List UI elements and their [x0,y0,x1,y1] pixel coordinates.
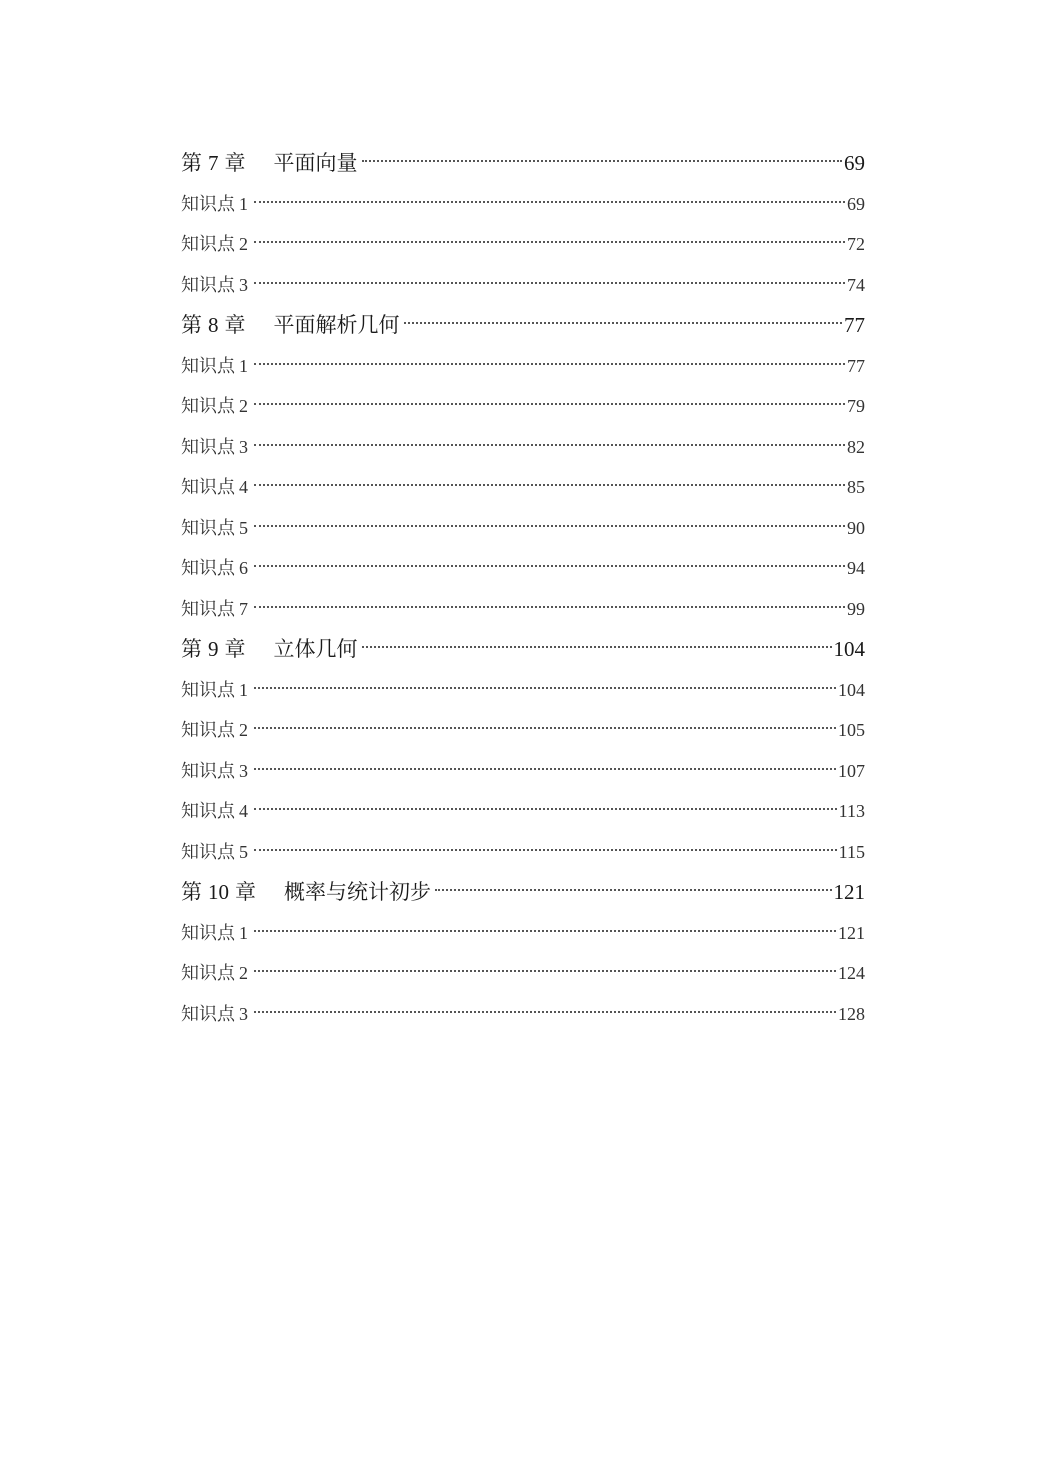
toc-section-row[interactable] [181,184,865,225]
section-heading [181,346,248,387]
toc-chapter-row[interactable] [181,143,865,184]
section-heading [181,265,248,306]
page-number: 128 [838,1003,865,1024]
section-label: 知识点 [181,274,235,296]
toc-section-row[interactable] [181,589,865,630]
section-number: 3 [239,760,248,781]
section-number: 3 [239,436,248,457]
page-number: 124 [838,963,865,983]
dot-leader [254,930,836,932]
toc-section-row[interactable] [181,346,865,387]
section-heading [181,224,248,265]
page-number: 121 [833,880,865,904]
chapter-title: 概率与统计初步 [284,880,431,904]
section-label: 知识点 [181,679,235,701]
toc-section-row[interactable] [181,508,865,549]
page-number: 121 [838,922,865,943]
chapter-number: 10 [208,880,229,904]
section-heading [181,751,248,792]
toc-section-row[interactable] [181,791,865,832]
section-label: 知识点 [181,760,235,782]
dot-leader [254,565,845,567]
dot-leader [254,403,845,405]
section-number: 1 [239,355,248,376]
chapter-title: 平面解析几何 [273,313,400,337]
section-number: 1 [239,193,248,214]
section-label: 知识点 [181,801,235,822]
section-label: 知识点 [181,558,235,579]
chapter-heading [181,143,358,184]
section-heading [181,710,248,751]
chapter-number: 7 [208,151,219,175]
section-heading [181,670,248,711]
dot-leader [362,646,832,648]
dot-leader [254,282,845,284]
section-number: 1 [239,679,248,700]
chapter-suffix: 章 [224,637,246,661]
toc-section-row[interactable] [181,548,865,589]
section-label: 知识点 [181,477,235,498]
section-label: 知识点 [181,598,235,620]
toc-section-row[interactable] [181,751,865,792]
section-label: 知识点 [181,193,235,215]
toc-section-row[interactable] [181,710,865,751]
section-number: 2 [239,396,248,416]
dot-leader [254,201,845,203]
page-number: 69 [847,193,865,214]
dot-leader [254,525,845,527]
toc-chapter-row[interactable] [181,872,865,913]
chapter-suffix: 章 [235,880,256,904]
toc-section-row[interactable] [181,386,865,427]
dot-leader [254,687,836,689]
section-number: 3 [239,1003,248,1024]
dot-leader [254,363,845,365]
page-number: 77 [847,355,865,376]
chapter-heading [181,629,358,670]
section-heading [181,832,248,873]
section-heading [181,994,248,1035]
section-number: 4 [239,477,248,497]
toc-section-row[interactable] [181,994,865,1035]
section-number: 6 [239,558,248,578]
section-label: 知识点 [181,355,235,377]
section-label: 知识点 [181,720,235,741]
dot-leader [435,889,832,891]
section-heading [181,953,248,994]
page-number: 77 [844,313,865,337]
page-number: 90 [847,517,865,538]
section-heading [181,467,248,508]
page-number: 104 [838,679,865,700]
page-number: 85 [847,477,865,497]
chapter-prefix: 第 [181,313,202,337]
toc-section-row[interactable] [181,832,865,873]
section-label: 知识点 [181,436,235,458]
toc-chapter-row[interactable] [181,629,865,670]
section-heading [181,913,248,954]
section-heading [181,508,248,549]
page-number: 82 [847,436,865,457]
page-number: 74 [847,274,865,295]
section-number: 2 [239,963,248,983]
dot-leader [254,808,837,810]
dot-leader [254,849,837,851]
chapter-suffix: 章 [224,313,246,337]
page-number: 94 [847,558,865,578]
chapter-prefix: 第 [181,880,202,904]
page-number: 72 [847,234,865,254]
chapter-prefix: 第 [181,637,202,661]
page-number: 69 [844,151,865,175]
section-heading [181,589,248,630]
section-label: 知识点 [181,396,235,417]
section-label: 知识点 [181,963,235,984]
section-label: 知识点 [181,517,235,539]
section-number: 4 [239,801,248,821]
chapter-heading [181,872,431,913]
section-number: 5 [239,517,248,538]
section-heading [181,427,248,468]
chapter-title: 平面向量 [273,151,358,175]
dot-leader [254,1011,836,1013]
toc-section-row[interactable] [181,913,865,954]
dot-leader [254,606,845,608]
section-label: 知识点 [181,1003,235,1025]
toc-section-row[interactable] [181,467,865,508]
dot-leader [254,444,845,446]
page-number: 105 [838,720,865,740]
toc-section-row[interactable] [181,427,865,468]
toc-section-row[interactable] [181,953,865,994]
dot-leader [254,970,836,972]
chapter-number: 9 [208,637,219,661]
chapter-title: 立体几何 [273,637,358,661]
page-number: 79 [847,396,865,416]
section-label: 知识点 [181,234,235,255]
section-heading [181,548,248,589]
dot-leader [254,241,845,243]
page-number: 99 [847,598,865,619]
section-heading [181,184,248,225]
toc-section-row[interactable] [181,265,865,306]
section-heading [181,386,248,427]
dot-leader [362,160,843,162]
section-label: 知识点 [181,841,235,863]
section-number: 3 [239,274,248,295]
dot-leader [404,322,843,324]
page-number: 104 [833,637,865,661]
chapter-prefix: 第 [181,151,202,175]
dot-leader [254,727,836,729]
chapter-suffix: 章 [224,151,246,175]
page-number: 107 [838,760,865,781]
section-number: 2 [239,234,248,254]
section-heading [181,791,248,832]
section-number: 1 [239,922,248,943]
table-of-contents [181,143,865,1034]
page-number: 115 [838,841,865,862]
chapter-heading [181,305,400,346]
chapter-number: 8 [208,313,219,337]
section-number: 7 [239,598,248,619]
toc-section-row[interactable] [181,670,865,711]
dot-leader [254,484,845,486]
page-number: 113 [838,801,865,821]
dot-leader [254,768,836,770]
toc-chapter-row[interactable] [181,305,865,346]
section-number: 2 [239,720,248,740]
toc-section-row[interactable] [181,224,865,265]
section-label: 知识点 [181,922,235,944]
section-number: 5 [239,841,248,862]
